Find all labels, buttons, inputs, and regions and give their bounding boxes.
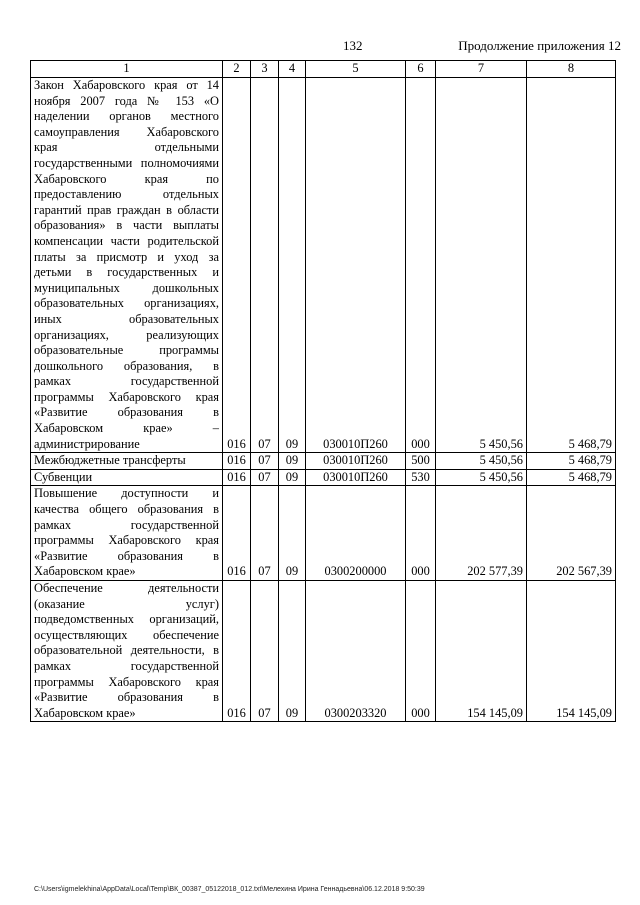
row-name: Межбюджетные трансферты: [31, 453, 223, 470]
cell-section: 07: [251, 453, 279, 470]
cell-expense-type: 000: [406, 78, 436, 453]
column-header: 2: [223, 61, 251, 78]
cell-section: 07: [251, 486, 279, 581]
column-header: 1: [31, 61, 223, 78]
cell-amount-year1: 5 450,56: [436, 469, 527, 486]
continuation-label: Продолжение приложения 12: [458, 38, 621, 53]
table-row: [31, 453, 616, 470]
table-row: [31, 469, 616, 486]
file-path-footer: C:\Users\igmelekhina\AppData\Local\Temp\ВК_00387_05122018_012.txt\Мелехина Ирина Геннадьевна\06.12.2018 9:50:39: [34, 886, 425, 893]
cell-ministry-code: 016: [223, 78, 251, 453]
cell-expense-type: 000: [406, 486, 436, 581]
cell-target-article: 030010П260: [306, 469, 406, 486]
cell-subsection: 09: [279, 453, 306, 470]
cell-subsection: 09: [279, 486, 306, 581]
column-header: 3: [251, 61, 279, 78]
column-header: 5: [306, 61, 406, 78]
cell-target-article: 0300203320: [306, 581, 406, 722]
cell-target-article: 0300200000: [306, 486, 406, 581]
cell-subsection: 09: [279, 78, 306, 453]
table-row: [31, 486, 616, 581]
cell-amount-year1: 154 145,09: [436, 581, 527, 722]
row-name: Субвенции: [31, 469, 223, 486]
column-header: 4: [279, 61, 306, 78]
column-number-row: [31, 61, 616, 78]
cell-expense-type: 530: [406, 469, 436, 486]
cell-amount-year2: 202 567,39: [527, 486, 616, 581]
cell-section: 07: [251, 581, 279, 722]
cell-amount-year1: 202 577,39: [436, 486, 527, 581]
cell-subsection: 09: [279, 469, 306, 486]
cell-expense-type: 000: [406, 581, 436, 722]
cell-target-article: 030010П260: [306, 78, 406, 453]
cell-expense-type: 500: [406, 453, 436, 470]
row-name: Закон Хабаровского края от 14 ноября 2007 года № 153 «О наделении органов местного самоуправления Хабаровского края отдельными государственными полномочиями Хабаровского края по предоставлению отдельных гарантий прав граждан в области образования» в части выплаты компенсации части родительской платы за присмотр и уход за детьми в государственных и муниципальных дошкольных образовательных организациях, иных образовательных организациях, реализующих образовательные программы дошкольного образования, в рамках государственной программы Хабаровского края «Развитие образования в Хабаровском крае» – администрирование: [31, 78, 223, 453]
cell-ministry-code: 016: [223, 486, 251, 581]
table-row: [31, 581, 616, 722]
cell-ministry-code: 016: [223, 453, 251, 470]
cell-ministry-code: 016: [223, 469, 251, 486]
cell-subsection: 09: [279, 581, 306, 722]
cell-amount-year1: 5 450,56: [436, 78, 527, 453]
cell-amount-year2: 154 145,09: [527, 581, 616, 722]
cell-amount-year2: 5 468,79: [527, 78, 616, 453]
cell-section: 07: [251, 469, 279, 486]
table-row: [31, 78, 616, 453]
page-number: 132: [343, 38, 363, 53]
cell-amount-year2: 5 468,79: [527, 453, 616, 470]
column-header: 8: [527, 61, 616, 78]
cell-ministry-code: 016: [223, 581, 251, 722]
cell-target-article: 030010П260: [306, 453, 406, 470]
column-header: 6: [406, 61, 436, 78]
cell-section: 07: [251, 78, 279, 453]
cell-amount-year1: 5 450,56: [436, 453, 527, 470]
column-header: 7: [436, 61, 527, 78]
cell-amount-year2: 5 468,79: [527, 469, 616, 486]
row-name: Обеспечение деятельности (оказание услуг) подведомственных организаций, осуществляющих обеспечение образовательной деятельности, в рамках государственной программы Хабаровского края «Развитие образования в Хабаровском крае»: [31, 581, 223, 722]
row-name: Повышение доступности и качества общего образования в рамках государственной программы Хабаровского края «Развитие образования в Хабаровском крае»: [31, 486, 223, 581]
budget-table: [30, 60, 616, 722]
